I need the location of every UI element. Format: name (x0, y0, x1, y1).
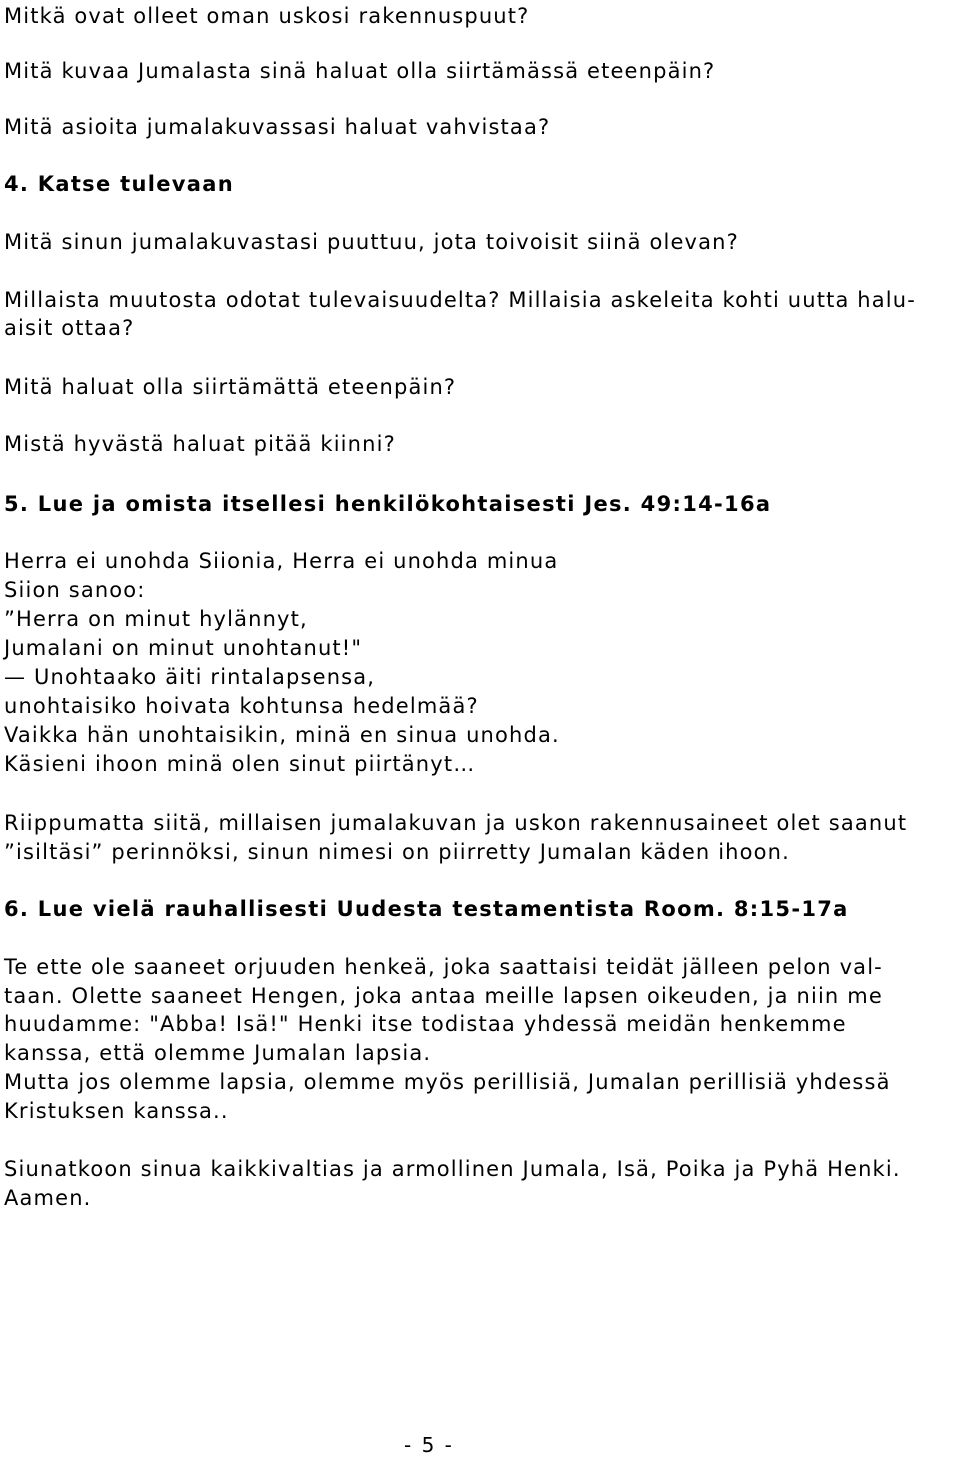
verse-line: — Unohtaako äiti rintalapsensa, (4, 665, 376, 689)
section-heading: 6. Lue vielä rauhallisesti Uudesta testamentista Room. 8:15-17a (4, 897, 849, 921)
page-number: - 5 - (404, 1433, 454, 1457)
verse-line: Herra ei unohda Siionia, Herra ei unohda minua (4, 549, 559, 573)
question-text: Millaista muutosta odotat tulevaisuudelta? Millaisia askeleita kohti uutta halu- (4, 288, 916, 312)
verse-line: kanssa, että olemme Jumalan lapsia. (4, 1041, 432, 1065)
blessing-text: Aamen. (4, 1186, 92, 1210)
question-text: Mitä sinun jumalakuvastasi puuttuu, jota toivoisit siinä olevan? (4, 230, 739, 254)
verse-line: Jumalani on minut unohtanut!" (4, 636, 363, 660)
question-text: Mistä hyvästä haluat pitää kiinni? (4, 432, 396, 456)
verse-line: Käsieni ihoon minä olen sinut piirtänyt… (4, 752, 476, 776)
question-text: Mitä asioita jumalakuvassasi haluat vahvistaa? (4, 115, 551, 139)
reflection-text: ”isiltäsi” perinnöksi, sinun nimesi on piirretty Jumalan käden ihoon. (4, 840, 790, 864)
verse-line: ”Herra on minut hylännyt, (4, 607, 308, 631)
question-text: Mitkä ovat olleet oman uskosi rakennuspuut? (4, 4, 530, 28)
question-text: aisit ottaa? (4, 316, 135, 340)
verse-line: Te ette ole saaneet orjuuden henkeä, joka saattaisi teidät jälleen pelon val- (4, 955, 883, 979)
verse-line: unohtaisiko hoivata kohtunsa hedelmää? (4, 694, 479, 718)
section-heading: 4. Katse tulevaan (4, 172, 234, 196)
reflection-text: Riippumatta siitä, millaisen jumalakuvan ja uskon rakennusaineet olet saanut (4, 811, 908, 835)
blessing-text: Siunatkoon sinua kaikkivaltias ja armollinen Jumala, Isä, Poika ja Pyhä Henki. (4, 1157, 901, 1181)
section-heading: 5. Lue ja omista itsellesi henkilökohtaisesti Jes. 49:14-16a (4, 492, 772, 516)
verse-line: Kristuksen kanssa.. (4, 1099, 229, 1123)
verse-line: Vaikka hän unohtaisikin, minä en sinua unohda. (4, 723, 560, 747)
question-text: Mitä kuvaa Jumalasta sinä haluat olla siirtämässä eteenpäin? (4, 59, 716, 83)
verse-line: taan. Olette saaneet Hengen, joka antaa meille lapsen oikeuden, ja niin me (4, 984, 883, 1008)
verse-line: huudamme: "Abba! Isä!" Henki itse todistaa yhdessä meidän henkemme (4, 1012, 847, 1036)
verse-line: Mutta jos olemme lapsia, olemme myös perillisiä, Jumalan perillisiä yhdessä (4, 1070, 891, 1094)
verse-line: Siion sanoo: (4, 578, 146, 602)
question-text: Mitä haluat olla siirtämättä eteenpäin? (4, 375, 457, 399)
